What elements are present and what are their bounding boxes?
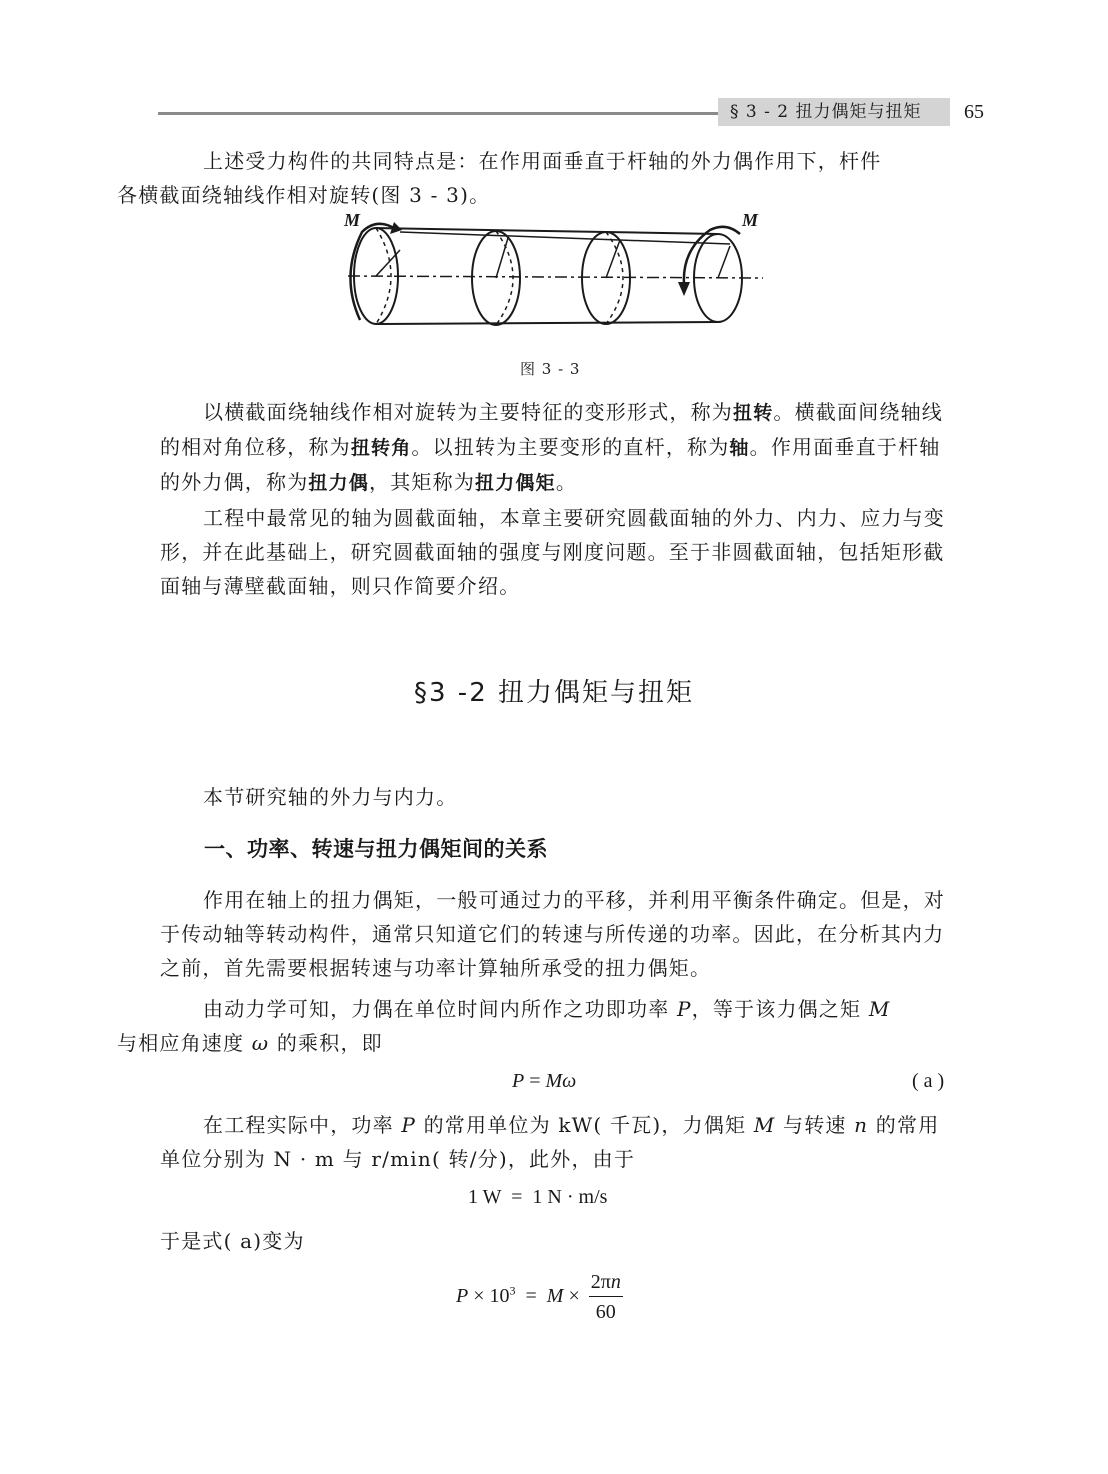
eq-b-lhs: P — [456, 1285, 469, 1308]
eq-a-lhs: P — [512, 1070, 525, 1092]
term-shaft: 轴 — [729, 437, 750, 459]
var-power: P — [676, 997, 692, 1021]
paragraph-3: 工程中最常见的轴为圆截面轴，本章主要研究圆截面轴的外力、内力、应力与变形，并在此基础上，研究圆截面轴的强度与刚度问题。至于非圆截面轴，包括矩形截面轴与薄壁截面轴，则只作简要介绍。 — [160, 506, 945, 598]
equation-a-tag: ( a ) — [912, 1070, 945, 1092]
var-speed: n — [854, 1113, 869, 1137]
twisted-shaft-figure — [338, 210, 768, 340]
running-header: § 3 - 2 扭力偶矩与扭矩 — [718, 98, 950, 126]
paragraph-8: 于是式( a)变为 — [160, 1229, 305, 1253]
equation-a — [512, 1070, 576, 1093]
paragraph-4: 本节研究轴的外力与内力。 — [203, 785, 458, 809]
eq-b-denominator: 60 — [595, 1301, 616, 1323]
p6-text-3: 与相应角速度 — [117, 1031, 252, 1055]
p7-text-4: 的常用单位分别为 N · m 与 r/min( 转/分)，此外，由于 — [160, 1113, 940, 1171]
eq-b-numerator — [589, 1268, 623, 1297]
p2-text-5: ，其矩称为 — [369, 470, 476, 494]
term-torsion: 扭转 — [733, 402, 774, 424]
paragraph-1 — [117, 144, 950, 212]
eq-b-num-n: n — [610, 1271, 621, 1293]
moment-arrow-left — [350, 224, 394, 320]
p6-text-2: ，等于该力偶之矩 — [691, 997, 869, 1021]
unit-equation: 1 W = 1 N · m/s — [468, 1186, 608, 1208]
center-axis — [348, 276, 763, 278]
radius-line-1 — [496, 238, 508, 278]
p2-text-4: 。作用面垂直于杆轴的外力偶，称为 — [160, 435, 941, 494]
subsection-title: 一、功率、转速与扭力偶矩间的关系 — [204, 837, 548, 861]
paragraph-2 — [160, 395, 950, 500]
radius-line-2 — [606, 240, 620, 278]
eq-b-num-2pi: 2π — [590, 1271, 611, 1293]
p2-text-6: 。 — [555, 470, 578, 494]
eq-b-times: × — [563, 1285, 585, 1308]
term-torsional-couple: 扭力偶 — [308, 472, 370, 494]
arrowhead-right — [678, 282, 690, 296]
moment-label-right: M — [742, 210, 759, 230]
section-title: §3 -2 扭力偶矩与扭矩 — [414, 678, 694, 708]
paragraph-1-line-2: 各横截面绕轴线作相对旋转(图 3 - 3)。 — [117, 183, 491, 207]
moment-label-left: M — [344, 210, 361, 230]
paragraph-6 — [117, 992, 950, 1060]
radius-line-right — [718, 246, 730, 278]
eq-a-rhs: Mω — [545, 1070, 577, 1092]
p2-text-1: 以横截面绕轴线作相对旋转为主要特征的变形形式，称为 — [203, 400, 733, 424]
figure-caption: 图 3 - 3 — [520, 360, 581, 378]
term-torsional-moment: 扭力偶矩 — [475, 472, 556, 494]
paragraph-1-line-1: 上述受力构件的共同特点是：在作用面垂直于杆轴的外力偶作用下，杆件 — [203, 149, 882, 173]
p7-text-1: 在工程实际中，功率 — [203, 1113, 402, 1137]
page-number: 65 — [964, 101, 984, 123]
hidden-arc-1 — [496, 231, 513, 325]
p2-text-2: 。横截面间绕轴线的相对角位移，称为 — [160, 400, 944, 459]
paragraph-5: 作用在轴上的扭力偶矩，一般可通过力的平移，并利用平衡条件确定。但是，对于传动轴等转动构件，通常只知道它们的转速与所传递的功率。因此，在分析其内力之前，首先需要根据转速与功率计算轴所承受的扭力偶矩。 — [160, 888, 945, 980]
shaft-bottom-edge — [376, 322, 718, 324]
eq-b-fraction — [589, 1268, 623, 1327]
equation-b — [456, 1268, 623, 1327]
var-moment-2: M — [753, 1113, 776, 1137]
p6-text-1: 由动力学可知，力偶在单位时间内所作之功即功率 — [203, 997, 677, 1021]
p2-text-3: 。以扭转为主要变形的直杆，称为 — [411, 435, 730, 459]
var-moment: M — [868, 997, 891, 1021]
eq-b-exponent: 3 — [509, 1283, 516, 1298]
var-power-2: P — [401, 1113, 417, 1137]
paragraph-7 — [160, 1108, 950, 1176]
eq-b-equals: = — [515, 1285, 547, 1308]
p7-text-2: 的常用单位为 kW( 千瓦)，力偶矩 — [416, 1113, 754, 1137]
eq-b-moment: M — [546, 1285, 564, 1308]
header-rule — [158, 112, 718, 115]
var-omega: ω — [251, 1031, 270, 1055]
eq-a-sign: = — [524, 1070, 546, 1092]
p7-text-3: 与转速 — [775, 1113, 855, 1137]
term-angle-of-twist: 扭转角 — [350, 437, 412, 459]
p6-text-4: 的乘积，即 — [269, 1031, 383, 1055]
eq-b-times-ten: × 10 — [468, 1285, 510, 1308]
